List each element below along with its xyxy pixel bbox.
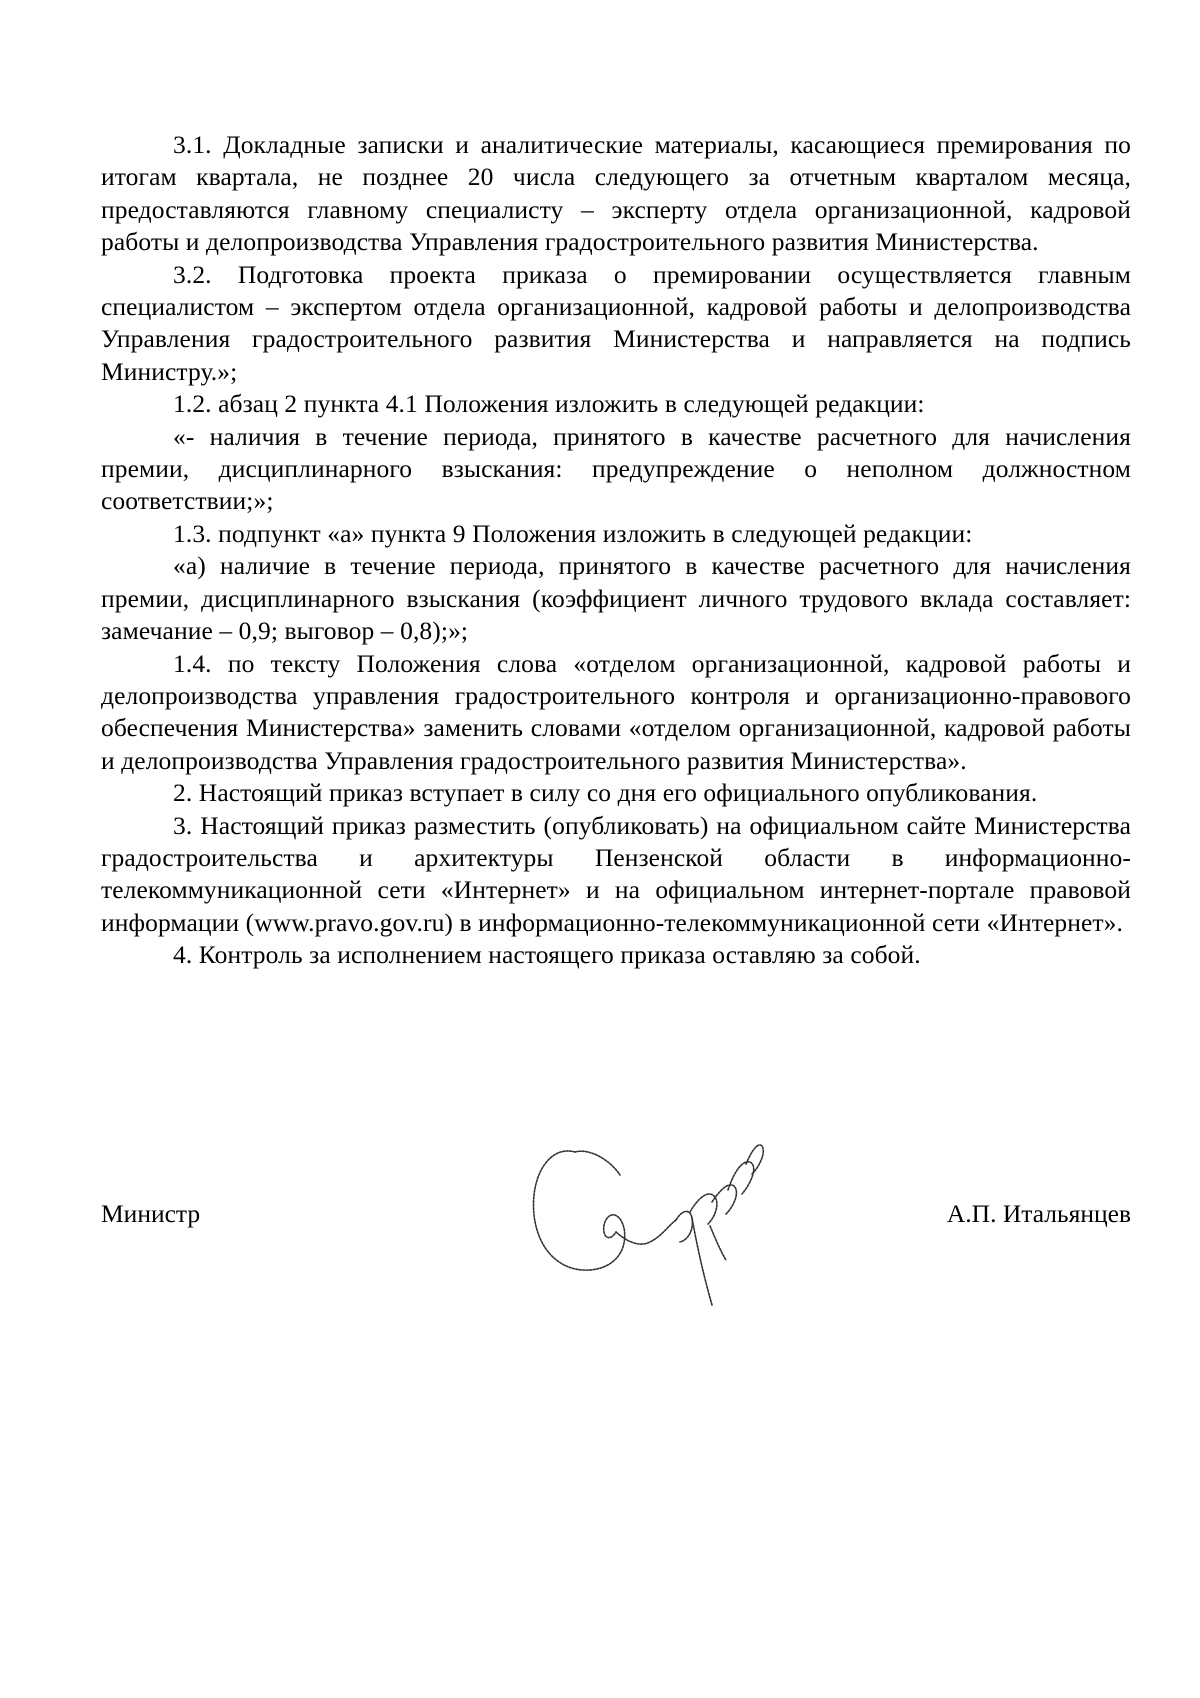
- paragraph-3-2: 3.2. Подготовка проекта приказа о премировании осуществляется главным специалистом – экспертом отдела организационной, кадровой работы и делопроизводства Управления градостроительного развития Министерства и направляется на подпись Министру.»;: [101, 259, 1131, 386]
- paragraph-1-4: 1.4. по тексту Положения слова «отделом организационной, кадровой работы и делопроизводства управления градостроительного контроля и организационно-правового обеспечения Министерства» заменить словами «отделом организационной, кадровой работы и делопроизводства Управления градостроительного развития Министерства».: [101, 648, 1131, 775]
- paragraph-3-1: 3.1. Докладные записки и аналитические материалы, касающиеся премирования по итогам квартала, не позднее 20 числа следующего за отчетным кварталом месяца, предоставляются главному специалисту – эксперту отдела организационной, кадровой работы и делопроизводства Управления градостроительного развития Министерства.: [101, 130, 1131, 257]
- paragraph-3: 3. Настоящий приказ разместить (опубликовать) на официальном сайте Министерства градостроительства и архитектуры Пензенской области в информационно-телекоммуникационной сети «Интернет» и на официальном интернет-портале правовой информации (www.pravo.gov.ru) в информационно-телекоммуникационной сети «Интернет».: [101, 810, 1131, 937]
- signatory-name: А.П. Итальянцев: [946, 1199, 1131, 1228]
- paragraph-1-2-text: «- наличия в течение периода, принятого в качестве расчетного для начисления премии, дисциплинарного взыскания: предупреждение о неполном должностном соответствии;»;: [101, 421, 1131, 516]
- document-body: [101, 129, 1131, 972]
- paragraph-1-3-text: «а) наличие в течение периода, принятого в качестве расчетного для начисления премии, дисциплинарного взыскания (коэффициент личного трудового вклада составляет: замечание – 0,9; выговор – 0,8);»;: [101, 551, 1131, 646]
- paragraph-1-3: 1.3. подпункт «а» пункта 9 Положения изложить в следующей редакции:: [173, 518, 973, 548]
- paragraph-4: 4. Контроль за исполнением настоящего приказа оставляю за собой.: [173, 940, 921, 970]
- paragraph-1-2: 1.2. абзац 2 пункта 4.1 Положения изложить в следующей редакции:: [173, 389, 925, 419]
- paragraph-2: 2. Настоящий приказ вступает в силу со дня его официального опубликования.: [173, 778, 1038, 808]
- signature-block: [101, 1198, 1131, 1238]
- signatory-title: Министр: [101, 1199, 201, 1228]
